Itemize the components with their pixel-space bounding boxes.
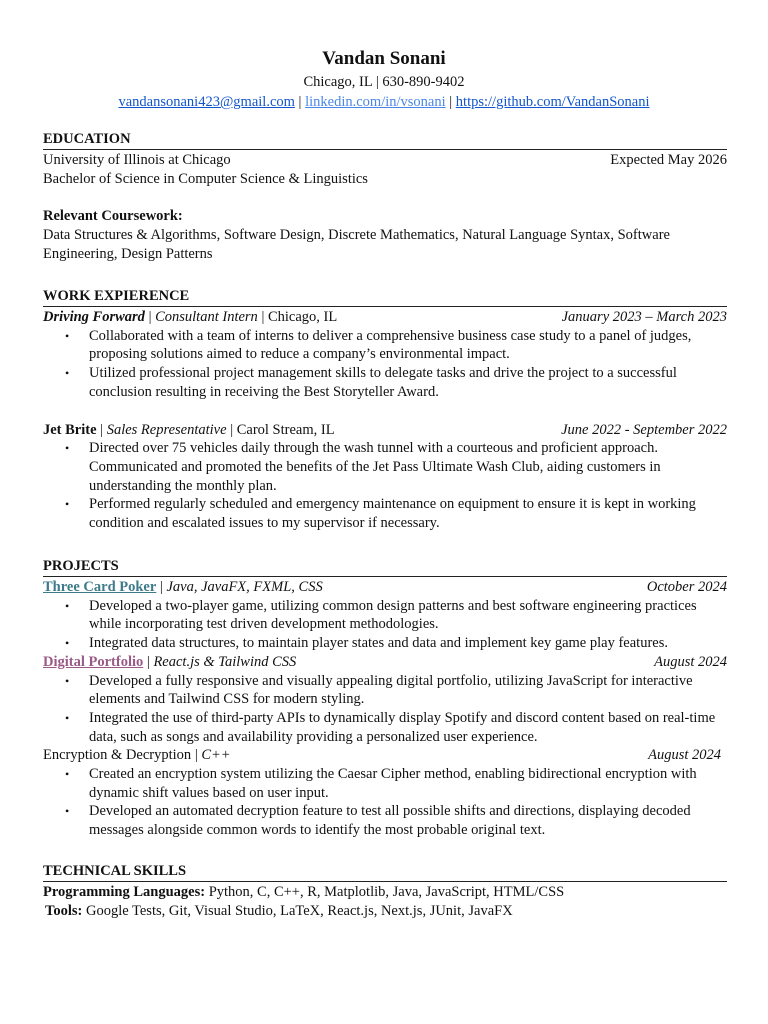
resume-header — [0, 48, 768, 112]
job-location: | Chicago, IL — [257, 309, 338, 325]
bullet-item: • Developed an automated decryption feature to test all possible shifts and directions, displaying decoded messages alongside common words to identify the most probable original text. — [43, 802, 727, 839]
coursework-list: Data Structures & Algorithms, Software Design, Discrete Mathematics, Natural Language Syntax, Software Engineering, Design Patterns — [43, 227, 670, 262]
job-bullets — [43, 439, 727, 533]
linkedin-link[interactable]: linkedin.com/in/vsonani — [305, 94, 446, 110]
candidate-name: Vandan Sonani — [322, 48, 446, 69]
education-section — [43, 130, 727, 264]
section-title: PROJECTS — [43, 557, 727, 577]
project-tech: C++ — [201, 747, 231, 764]
skills-tools — [43, 902, 727, 921]
project-link[interactable]: Digital Portfolio — [43, 653, 144, 670]
separator: | — [144, 309, 156, 325]
bullet-item: • Developed a fully responsive and visually appealing digital portfolio, utilizing JavaScript for interactive elements and Tailwind CSS for modern styling. — [43, 672, 727, 709]
contact-separator: | — [294, 94, 306, 110]
job-header — [43, 308, 727, 327]
project-tech: Java, JavaFX, FXML, CSS — [166, 579, 323, 595]
school-name: University of Illinois at Chicago — [43, 152, 231, 168]
bullet-item: • Collaborated with a team of interns to deliver a comprehensive business case study to a panel of judges, proposing solutions aimed to reduce a company’s environmental impact. — [43, 327, 727, 364]
work-section — [43, 287, 727, 533]
education-date: Expected May 2026 — [610, 152, 727, 168]
project-heading — [43, 578, 323, 597]
bullet-item: • Integrated data structures, to maintain player states and data and implement key game play features. — [43, 634, 727, 653]
bullet-item: • Performed regularly scheduled and emergency maintenance on equipment to ensure it is kept in working condition and escalated issues to my supervisor if necessary. — [43, 495, 727, 532]
skills-languages — [43, 883, 727, 902]
contact-separator: | — [445, 94, 456, 110]
separator: | — [143, 653, 154, 670]
project-heading — [43, 746, 231, 765]
skills-label: Programming Languages: — [43, 884, 206, 900]
job-heading — [43, 308, 337, 327]
project-header — [43, 653, 727, 672]
job-date: January 2023 – March 2023 — [561, 309, 727, 325]
project-date: August 2024 — [654, 653, 727, 670]
project-name: Encryption & Decryption — [43, 747, 195, 764]
skills-section — [43, 862, 727, 920]
skills-value: Python, C, C++, R, Matplotlib, Java, JavaScript, HTML/CSS — [205, 884, 565, 900]
company-name: Jet Brite — [43, 421, 97, 438]
email-link[interactable]: vandansonani423@gmail.com — [118, 94, 295, 110]
bullet-item: • Created an encryption system utilizing the Caesar Cipher method, enabling bidirectional encryption with dynamic shift values based on user input. — [43, 765, 727, 802]
job-heading — [43, 421, 335, 440]
separator: | — [194, 747, 202, 764]
project-bullets — [43, 672, 727, 747]
degree: Bachelor of Science in Computer Science & Linguistics — [43, 170, 368, 187]
project-bullets — [43, 765, 727, 840]
job-location: | Carol Stream, IL — [226, 421, 335, 438]
job-bullets — [43, 327, 727, 402]
separator: | — [156, 579, 167, 595]
project-header — [43, 578, 727, 597]
job-date: June 2022 - September 2022 — [561, 421, 727, 438]
project-bullets — [43, 597, 727, 653]
job-header — [43, 421, 727, 440]
contact-links — [0, 92, 768, 112]
coursework-title: Relevant Coursework: — [43, 208, 183, 225]
project-header — [43, 746, 727, 765]
bullet-item: • Directed over 75 vehicles daily through the wash tunnel with a courteous and proficient approach. Communicated and promoted the benefits of the Jet Pass Ultimate Wash Club, aiding customers in understanding the monthly plan. — [43, 439, 727, 495]
skills-value: Google Tests, Git, Visual Studio, LaTeX, React.js, Next.js, JUnit, JavaFX — [82, 902, 513, 919]
projects-section — [43, 557, 727, 840]
skills-label: Tools: — [45, 902, 83, 919]
bullet-item: • Integrated the use of third-party APIs to dynamically display Spotify and discord content based on real-time data, such as songs and availability providing a personalized user experience. — [43, 709, 727, 746]
job-role: Consultant Intern — [155, 309, 258, 325]
education-row — [43, 151, 727, 170]
location-phone: Chicago, IL | 630-890-9402 — [303, 74, 465, 90]
section-title: TECHNICAL SKILLS — [43, 862, 727, 882]
project-date: August 2024 — [648, 747, 721, 764]
section-title: EDUCATION — [43, 130, 727, 150]
project-heading — [43, 653, 296, 672]
separator: | — [96, 421, 107, 438]
section-title: WORK EXPIERENCE — [43, 287, 727, 307]
project-date: October 2024 — [646, 579, 727, 595]
project-link[interactable]: Three Card Poker — [43, 579, 157, 595]
bullet-item: • Utilized professional project management skills to delegate tasks and drive the project to a successful conclusion resulting in receiving the Best Storyteller Award. — [43, 364, 727, 401]
bullet-item: • Developed a two-player game, utilizing common design patterns and best software engineering practices while incorporating test driven development methodologies. — [43, 597, 727, 634]
job-role: Sales Representative — [106, 421, 227, 438]
company-name: Driving Forward — [43, 309, 145, 325]
github-link[interactable]: https://github.com/VandanSonani — [455, 94, 650, 110]
project-tech: React.js & Tailwind CSS — [153, 653, 297, 670]
